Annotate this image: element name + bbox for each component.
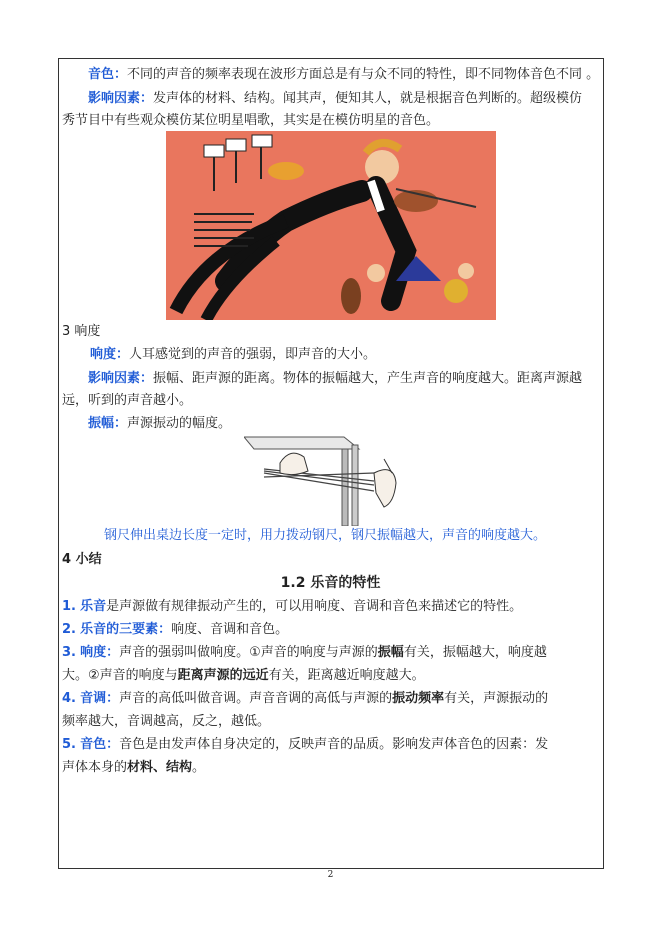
loudness-factor-term: 影响因素：	[88, 371, 154, 386]
loudness-factor-line2: 远，听到的声音越小。	[62, 393, 193, 408]
loudness-term: 响度：	[90, 347, 130, 362]
summary-item-3-line2: 大。②声音的响度与距离声源的远近有关，距离越近响度越大。	[62, 668, 425, 683]
section4-title: 4 小结	[62, 552, 102, 567]
ruler-caption: 钢尺伸出桌边长度一定时，用力拨动钢尺，钢尺振幅越大，声音的响度越大。	[104, 528, 547, 543]
summary-item-4-line1: 4. 音调：声音的高低叫做音调。声音音调的高低与声源的振动频率有关，声源振动的	[62, 691, 549, 706]
timbre-term: 音色：	[88, 67, 128, 82]
summary-item-1: 1. 乐音是声源做有规律振动产生的，可以用响度、音调和音色来描述它的特性。	[62, 599, 523, 614]
ruler-illustration	[244, 433, 404, 526]
timbre-factor-line2: 秀节目中有些观众模仿某位明星唱歌，其实是在模仿明星的音色。	[62, 113, 440, 128]
summary-item-4-line2: 频率越大，音调越高，反之，越低。	[62, 714, 271, 729]
timbre-line	[88, 64, 599, 86]
summary-item-2: 2. 乐音的三要素：响度、音调和音色。	[62, 622, 289, 637]
summary-item-5-line1: 5. 音色：音色是由发声体自身决定的，反映声音的品质。影响发声体音色的因素：发	[62, 737, 549, 752]
timbre-factor-line1: 影响因素：发声体的材料、结构。闻其声，便知其人，就是根据音色判断的。超级模仿	[88, 91, 583, 106]
violinist-illustration	[166, 131, 496, 320]
summary-item-3-line1: 3. 响度：声音的强弱叫做响度。①声音的响度与声源的振幅有关，振幅越大，响度越	[62, 645, 547, 660]
timbre-factor-term: 影响因素：	[88, 91, 154, 106]
summary-heading: 1.2 乐音的特性	[280, 575, 381, 591]
ruler-drawing	[244, 433, 404, 526]
violinist-drawing	[166, 131, 496, 320]
timbre-def: 不同的声音的频率表现在波形方面总是有与众不同的特性，即不同物体音色不同 。	[127, 67, 600, 82]
section3-title: 3 响度	[62, 324, 101, 339]
amplitude-term: 振幅：	[88, 416, 128, 431]
loudness-factor-line1: 影响因素：振幅、距声源的距离。物体的振幅越大，产生声音的响度越大。距离声源越	[88, 371, 583, 386]
loudness-line: 响度：人耳感觉到的声音的强弱，即声音的大小。	[90, 347, 377, 362]
amplitude-line: 振幅：声源振动的幅度。	[88, 416, 232, 431]
page-number: 2	[327, 870, 334, 880]
summary-item-5-line2: 声体本身的材料、结构。	[62, 760, 206, 775]
